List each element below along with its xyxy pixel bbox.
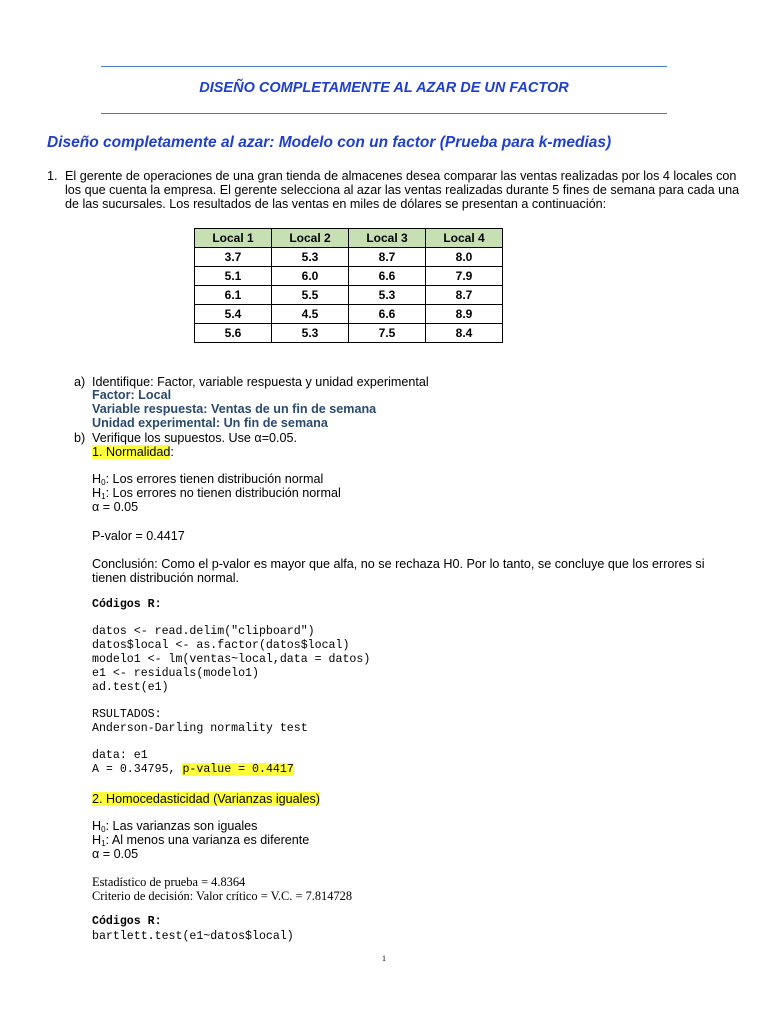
h-letter: H: [92, 472, 102, 486]
table-cell: 5.3: [272, 248, 349, 267]
table-cell: 5.6: [195, 324, 272, 343]
table-header-cell: Local 3: [349, 229, 426, 248]
data-line: data: e1: [92, 749, 148, 762]
resultados-label: RSULTADOS:: [92, 708, 162, 721]
table-row: [195, 267, 503, 286]
answer-factor: Factor: Local: [92, 388, 172, 402]
table-row: [195, 286, 503, 305]
table-cell: 6.0: [272, 267, 349, 286]
problem-statement: El gerente de operaciones de una gran tienda de almacenes desea comparar las ventas realizadas por los 4 locales con los que cuenta la empresa. El gerente selecciona al azar las ventas realizadas durante 5 fines de semana para cada una de las sucursales. Los resultados de las ventas en miles de dólares se presentan a continuación:: [65, 169, 740, 211]
table-cell: 7.5: [349, 324, 426, 343]
h0-text: : Los errores tienen distribución normal: [105, 472, 324, 486]
table-header-cell: Local 1: [195, 229, 272, 248]
normalidad-title: 1. Normalidad: [92, 445, 171, 459]
bartlett-code: bartlett.test(e1~datos$local): [92, 930, 294, 943]
table-row: [195, 248, 503, 267]
table-cell: 8.7: [349, 248, 426, 267]
h-letter: H: [92, 833, 102, 847]
table-cell: 6.1: [195, 286, 272, 305]
h-letter: H: [92, 819, 102, 833]
table-header-cell: Local 4: [426, 229, 503, 248]
table-cell: 6.6: [349, 305, 426, 324]
sales-table: [194, 228, 503, 343]
top-rule: [101, 66, 667, 67]
h1-text: : Al menos una varianza es diferente: [105, 833, 310, 847]
p-value-highlight: p-value = 0.4417: [182, 763, 294, 776]
code-line: e1 <- residuals(modelo1): [92, 667, 259, 680]
h-letter: H: [92, 486, 102, 500]
codigos-r-label-2: Códigos R:: [92, 915, 162, 928]
part-a-question: Identifique: Factor, variable respuesta y unidad experimental: [92, 375, 429, 389]
result-line: [92, 763, 294, 777]
normalidad-heading: [92, 445, 174, 459]
conclusion-line-2: tienen distribución normal.: [92, 571, 240, 585]
section-title: Diseño completamente al azar: Modelo con un factor (Prueba para k-medias): [47, 134, 612, 151]
h-subscript: 1: [101, 492, 106, 501]
answer-unidad: Unidad experimental: Un fin de semana: [92, 416, 328, 430]
table-cell: 6.6: [349, 267, 426, 286]
table-row: [195, 305, 503, 324]
problem-number: 1.: [47, 169, 58, 183]
table-header-cell: Local 2: [272, 229, 349, 248]
h-subscript: 1: [101, 839, 106, 848]
alpha-normal: α = 0.05: [92, 500, 139, 514]
table-cell: 3.7: [195, 248, 272, 267]
part-a-label: a): [74, 375, 86, 389]
homocedasticidad-title: 2. Homocedasticidad (Varianzas iguales): [92, 792, 320, 806]
part-b-label: b): [74, 431, 86, 445]
h-subscript: 0: [101, 825, 106, 834]
title-underline-rule: [101, 113, 667, 114]
answer-variable: Variable respuesta: Ventas de un fin de semana: [92, 402, 377, 416]
normalidad-colon: :: [170, 445, 174, 459]
table-row: [195, 324, 503, 343]
p-valor: P-valor = 0.4417: [92, 529, 185, 543]
test-name: Anderson-Darling normality test: [92, 722, 308, 735]
table-cell: 8.0: [426, 248, 503, 267]
h-subscript: 0: [101, 478, 106, 487]
code-line: datos$local <- as.factor(datos$local): [92, 639, 350, 652]
codigos-r-label: Códigos R:: [92, 598, 162, 611]
part-b-question: Verifique los supuestos. Use α=0.05.: [92, 431, 298, 445]
table-cell: 5.1: [195, 267, 272, 286]
document-title: DISEÑO COMPLETAMENTE AL AZAR DE UN FACTOR: [199, 80, 569, 96]
code-line: datos <- read.delim("clipboard"): [92, 625, 315, 638]
page-number: 1: [382, 954, 386, 963]
table-header-row: [195, 229, 503, 248]
criterio-decision: Criterio de decisión: Valor crítico = V.C. = 7.814728: [92, 889, 353, 903]
table-cell: 5.3: [272, 324, 349, 343]
code-line: modelo1 <- lm(ventas~local,data = datos): [92, 653, 371, 666]
h0-text: : Las varianzas son iguales: [105, 819, 258, 833]
table-cell: 8.4: [426, 324, 503, 343]
homocedasticidad-heading: [92, 792, 320, 806]
table-cell: 8.7: [426, 286, 503, 305]
a-value: A = 0.34795,: [92, 763, 183, 776]
h1-text: : Los errores no tienen distribución normal: [105, 486, 341, 500]
table-cell: 5.5: [272, 286, 349, 305]
alpha-homo: α = 0.05: [92, 847, 139, 861]
table-cell: 7.9: [426, 267, 503, 286]
table-cell: 5.4: [195, 305, 272, 324]
conclusion-line-1: Conclusión: Como el p-valor es mayor que alfa, no se rechaza H0. Por lo tanto, se concluye que los errores si: [92, 557, 705, 571]
code-line: ad.test(e1): [92, 681, 169, 694]
table-cell: 8.9: [426, 305, 503, 324]
table-cell: 4.5: [272, 305, 349, 324]
table-cell: 5.3: [349, 286, 426, 305]
estadistico-prueba: Estadístico de prueba = 4.8364: [92, 875, 246, 889]
